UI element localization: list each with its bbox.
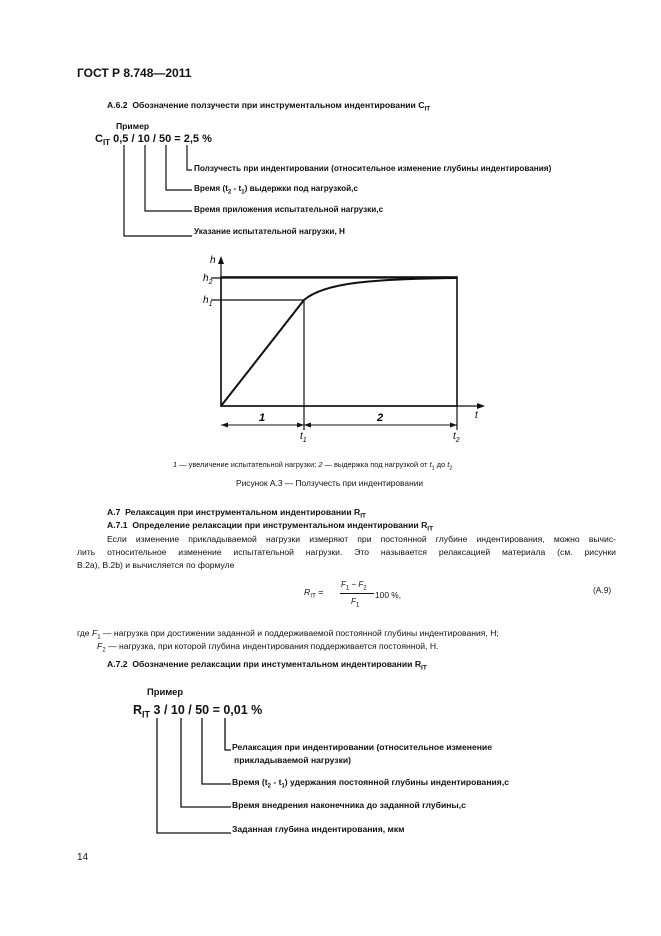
document-header: ГОСТ Р 8.748—2011: [77, 66, 192, 80]
creep-figure: [195, 252, 495, 452]
formula-a9: $R_{IT}$ =: [304, 587, 324, 600]
y-axis-label: h: [210, 255, 216, 266]
example-label-a72: Пример: [147, 686, 184, 697]
relaxation-legend-1b: прикладываемой нагрузки): [234, 755, 352, 765]
t1-label: $t_1$: [300, 431, 307, 444]
relaxation-legend-2: Время $(t_2 - t_1)$ удержания постоянной глубины индентирования,с: [232, 777, 509, 790]
relaxation-designation-brackets: [0, 700, 661, 840]
paragraph-line-2: лить относительное изменение испытательной нагрузки. Это называется релаксацией материала (см. рисунки: [77, 547, 616, 557]
figure-caption: Рисунок А.3 — Ползучесть при индентировании: [236, 478, 424, 488]
section-a72-title: А.7.2 Обозначение релаксации при инстументальном индентировании $R_{IT}$: [107, 659, 427, 672]
creep-legend-1: Ползучесть при индентировании (относительное изменение глубины индентирования): [194, 164, 552, 173]
segment-1-label: 1: [259, 412, 266, 424]
figure-frame: [221, 277, 457, 406]
example-label-a62: Пример: [116, 121, 150, 131]
creep-legend-4: Указание испытательной нагрузки, Н: [194, 227, 345, 236]
formula-denominator: $F_1$: [351, 597, 360, 609]
relaxation-designation-code: $R_{IT}$ 3 / 10 / 50 = 0,01 %: [133, 703, 263, 720]
section-a62-title: А.6.2 Обозначение ползучести при инструментальном индентировании $C_{IT}$: [107, 100, 431, 113]
page-number: 14: [77, 852, 89, 863]
creep-designation-code: $C_{IT}$ 0,5 / 10 / 50 = 2,5 %: [95, 133, 212, 148]
where-line-2: $F_2$ — нагрузка, при которой глубина индентирования поддерживается постоянной, Н.: [97, 641, 439, 654]
figure-note: 1 — увеличение испытательной нагрузки; 2 — выдержка под нагрузкой от $t_1$ до $t_2$: [173, 460, 453, 472]
formula-fraction-bar: [340, 593, 374, 594]
paragraph-line-1: Если изменение прикладываемой нагрузки измеряют при постоянной глубине индентирования, можно вычис-: [107, 534, 616, 544]
paragraph-line-3: В.2а), В.2b) и вычисляется по формуле: [77, 560, 235, 570]
section-a7-title: А.7 Релаксация при инструментальном индентировании $R_{IT}$: [107, 507, 366, 520]
t2-label: $t_2$: [453, 431, 460, 444]
segment-2-label: 2: [377, 412, 384, 424]
formula-numerator: $F_1 - F_2$: [341, 580, 367, 592]
x-axis-label: t: [475, 410, 478, 421]
creep-curve: [221, 278, 457, 406]
h1-label: $h_1$: [203, 295, 213, 308]
section-a71-title: А.7.1 Определение релаксации при инструментальном индентировании $R_{IT}$: [107, 520, 434, 533]
creep-legend-3: Время приложения испытательной нагрузки,с: [194, 205, 384, 214]
h2-label: $h_2$: [203, 273, 213, 286]
formula-tail: 100 %,: [375, 590, 402, 600]
creep-legend-2: Время $(t_2 - t_1)$ выдержки под нагрузкой,с: [194, 184, 358, 196]
formula-number: (А.9): [593, 585, 612, 595]
where-line-1: где $F_1$ — нагрузка при достижении заданной и поддерживаемой постоянной глубины индентирования, Н;: [77, 628, 499, 641]
relaxation-legend-1a: Релаксация при индентировании (относительное изменение: [232, 742, 492, 752]
relaxation-legend-4: Заданная глубина индентирования, мкм: [232, 824, 405, 834]
relaxation-legend-3: Время внедрения наконечника до заданной глубины,с: [232, 800, 466, 810]
